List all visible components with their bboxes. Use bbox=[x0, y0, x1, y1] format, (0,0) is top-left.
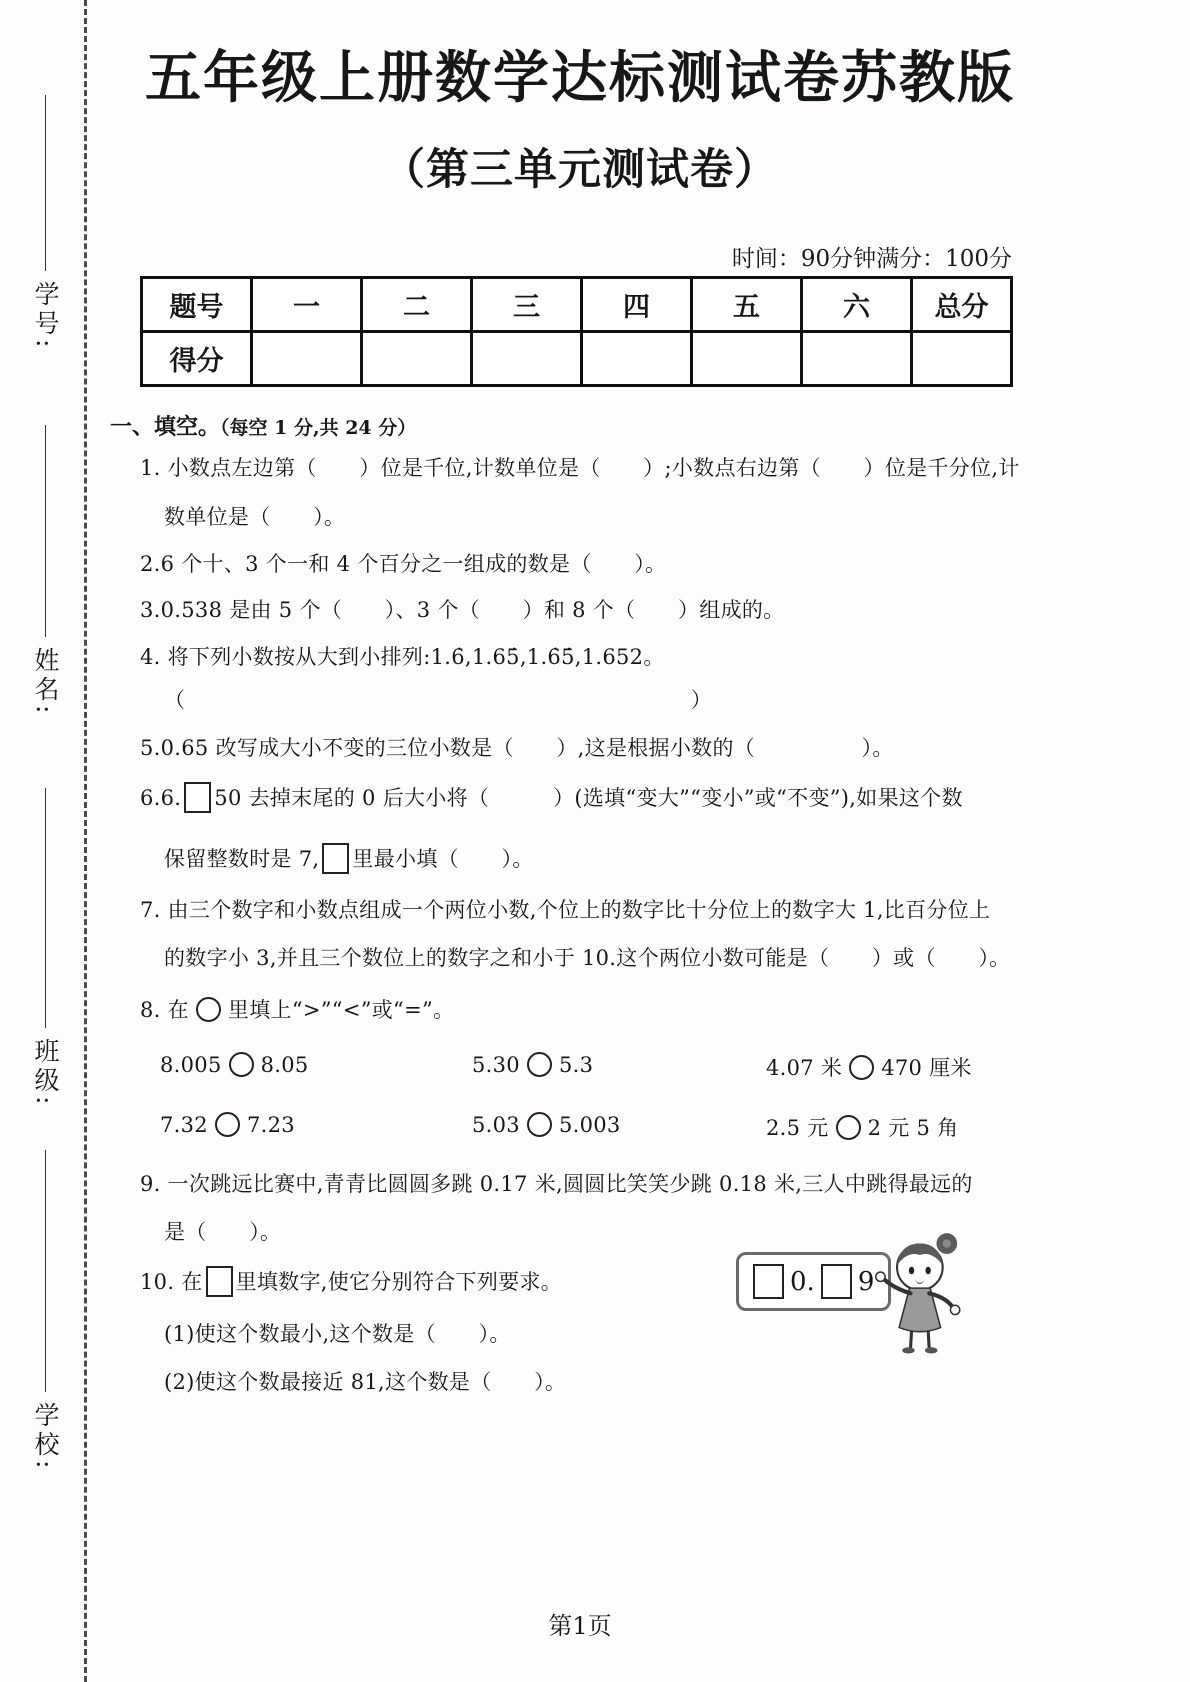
comparison-left: 5.03 bbox=[472, 1113, 520, 1137]
comparison-circle bbox=[215, 1112, 240, 1137]
blank-box bbox=[322, 843, 349, 874]
score-cell-empty bbox=[692, 332, 802, 386]
comparison-circle bbox=[849, 1055, 874, 1080]
comparison-circle bbox=[836, 1115, 861, 1140]
score-table-header-cell: 三 bbox=[472, 278, 582, 332]
comparison-right: 7.23 bbox=[246, 1113, 295, 1137]
question-6-line-2 bbox=[164, 843, 534, 874]
question-10-sub-1: (1)使这个数最小,这个数是（ ）。 bbox=[164, 1322, 511, 1346]
question-7-line-2: 的数字小 3,并且三个数位上的数字之和小于 10.这个两位小数可能是（ ）或（ ）。 bbox=[164, 946, 1011, 970]
question-8-heading bbox=[140, 994, 454, 1024]
fill-in-line bbox=[45, 425, 46, 637]
question-4: 4. 将下列小数按从大到小排列:1.6̇,1.65̇,1.6̇5̇,1.652。 bbox=[140, 645, 665, 669]
comparison-left: 4.07 米 bbox=[766, 1056, 843, 1080]
question-1-line-1: 1. 小数点左边第（ ）位是千位,计数单位是（ ）;小数点右边第（ ）位是千分位,计 bbox=[140, 456, 1020, 480]
question-6-text: 保留整数时是 7, bbox=[164, 847, 320, 871]
question-7-line-1: 7. 由三个数字和小数点组成一个两位小数,个位上的数字比十分位上的数字大 1,比百分位上 bbox=[140, 898, 991, 922]
comparison-right: 470 厘米 bbox=[881, 1056, 972, 1080]
score-table-header-cell: 一 bbox=[252, 278, 362, 332]
question-9-line-2: 是（ ）。 bbox=[164, 1220, 282, 1244]
score-table-header-cell: 二 bbox=[362, 278, 472, 332]
blank-box bbox=[206, 1266, 233, 1297]
time-and-score-info: 时间：90分钟满分：100分 bbox=[731, 246, 1012, 272]
section-one-title: 一、填空。 bbox=[110, 414, 221, 440]
score-table-header-cell: 六 bbox=[802, 278, 912, 332]
score-cell-empty bbox=[472, 332, 582, 386]
comparison-item bbox=[472, 1112, 766, 1142]
comparison-item bbox=[766, 1112, 958, 1142]
section-one-note: （每空 1 分,共 24 分） bbox=[220, 417, 417, 439]
comparison-right: 5.003 bbox=[558, 1113, 621, 1137]
question-10-sub-2: (2)使这个数最接近 81,这个数是（ ）。 bbox=[164, 1370, 567, 1394]
open-paren: （ bbox=[164, 688, 186, 712]
score-table-header-cell: 总分 bbox=[912, 278, 1012, 332]
score-cell-empty bbox=[252, 332, 362, 386]
section-one-heading bbox=[110, 410, 416, 441]
question-8-text: 里填上“>”“<”或“=”。 bbox=[227, 998, 455, 1022]
comparison-right: 8.05 bbox=[260, 1053, 309, 1077]
question-1-line-2: 数单位是（ ）。 bbox=[164, 505, 346, 529]
comparison-item bbox=[472, 1052, 766, 1082]
number-figure-box bbox=[736, 1252, 891, 1311]
question-5: 5.0.65 改写成大小不变的三位小数是（ ）,这是根据小数的（ ）。 bbox=[140, 736, 894, 760]
comparison-circle bbox=[527, 1112, 552, 1137]
score-table-header-cell: 题号 bbox=[142, 278, 252, 332]
question-8-text: 8. 在 bbox=[140, 998, 189, 1022]
score-cell-empty bbox=[362, 332, 472, 386]
question-10-line-1 bbox=[140, 1266, 562, 1297]
comparison-item bbox=[160, 1052, 472, 1082]
page-subtitle: （第三单元测试卷） bbox=[382, 145, 778, 195]
name-label: 姓名: bbox=[31, 647, 60, 718]
question-6-text: 里最小填（ ）。 bbox=[352, 847, 534, 871]
comparison-right: 2 元 5 角 bbox=[867, 1116, 959, 1140]
score-table bbox=[140, 276, 1013, 387]
fill-in-line bbox=[45, 95, 46, 271]
comparison-left: 2.5 元 bbox=[766, 1116, 829, 1140]
page-title: 五年级上册数学达标测试卷苏教版 bbox=[145, 45, 1015, 111]
comparison-circle bbox=[229, 1052, 254, 1077]
margin-field-class bbox=[16, 788, 74, 1108]
question-2: 2.6 个十、3 个一和 4 个百分之一组成的数是（ ）。 bbox=[140, 552, 667, 576]
page-number: 第1页 bbox=[548, 1612, 612, 1640]
question-8-row-2 bbox=[160, 1112, 958, 1142]
binding-dashed-line bbox=[84, 0, 87, 1682]
comparison-left: 7.32 bbox=[160, 1113, 208, 1137]
comparison-circle bbox=[196, 997, 221, 1022]
school-label: 学校: bbox=[31, 1402, 60, 1473]
score-table-header-cell: 五 bbox=[692, 278, 802, 332]
question-10-text: 里填数字,使它分别符合下列要求。 bbox=[235, 1270, 563, 1294]
score-table-header-row bbox=[142, 278, 1012, 332]
cartoon-girl-illustration bbox=[872, 1228, 976, 1368]
score-cell-empty bbox=[802, 332, 912, 386]
fill-in-line bbox=[45, 788, 46, 1028]
figure-digits: 0. bbox=[790, 1266, 815, 1297]
blank-box bbox=[184, 782, 211, 813]
question-6-text: 6.6. bbox=[140, 786, 182, 810]
blank-box bbox=[821, 1264, 852, 1299]
question-8-row-1 bbox=[160, 1052, 972, 1082]
comparison-item bbox=[160, 1112, 472, 1142]
question-6-line-1 bbox=[140, 782, 963, 813]
student-number-label: 学号: bbox=[31, 281, 60, 352]
score-row-label: 得分 bbox=[142, 332, 252, 386]
question-10-text: 10. 在 bbox=[140, 1270, 203, 1294]
figure-digits: 9 bbox=[857, 1266, 875, 1297]
margin-field-student-number bbox=[16, 95, 74, 351]
comparison-right: 5.3 bbox=[558, 1053, 594, 1077]
score-table-score-row bbox=[142, 332, 1012, 386]
blank-box bbox=[753, 1264, 784, 1299]
margin-field-school bbox=[16, 1150, 74, 1472]
question-4-answer-line bbox=[164, 684, 712, 714]
comparison-item bbox=[766, 1052, 972, 1082]
margin-field-name bbox=[16, 425, 74, 717]
close-paren: ） bbox=[690, 688, 712, 712]
fill-in-line bbox=[45, 1150, 46, 1392]
comparison-circle bbox=[527, 1052, 552, 1077]
comparison-left: 8.005 bbox=[160, 1053, 222, 1077]
score-cell-empty bbox=[582, 332, 692, 386]
class-label: 班级: bbox=[31, 1038, 60, 1109]
question-3: 3.0.538 是由 5 个（ ）、3 个（ ）和 8 个（ ）组成的。 bbox=[140, 598, 785, 622]
score-table-header-cell: 四 bbox=[582, 278, 692, 332]
comparison-left: 5.30 bbox=[472, 1053, 520, 1077]
score-cell-empty bbox=[912, 332, 1012, 386]
question-9-line-1: 9. 一次跳远比赛中,青青比圆圆多跳 0.17 米,圆圆比笑笑少跳 0.18 米,三人中跳得最远的 bbox=[140, 1172, 973, 1196]
question-6-text: 50 去掉末尾的 0 后大小将（ ）(选填“变大”“变小”或“不变”),如果这个数 bbox=[214, 786, 963, 810]
